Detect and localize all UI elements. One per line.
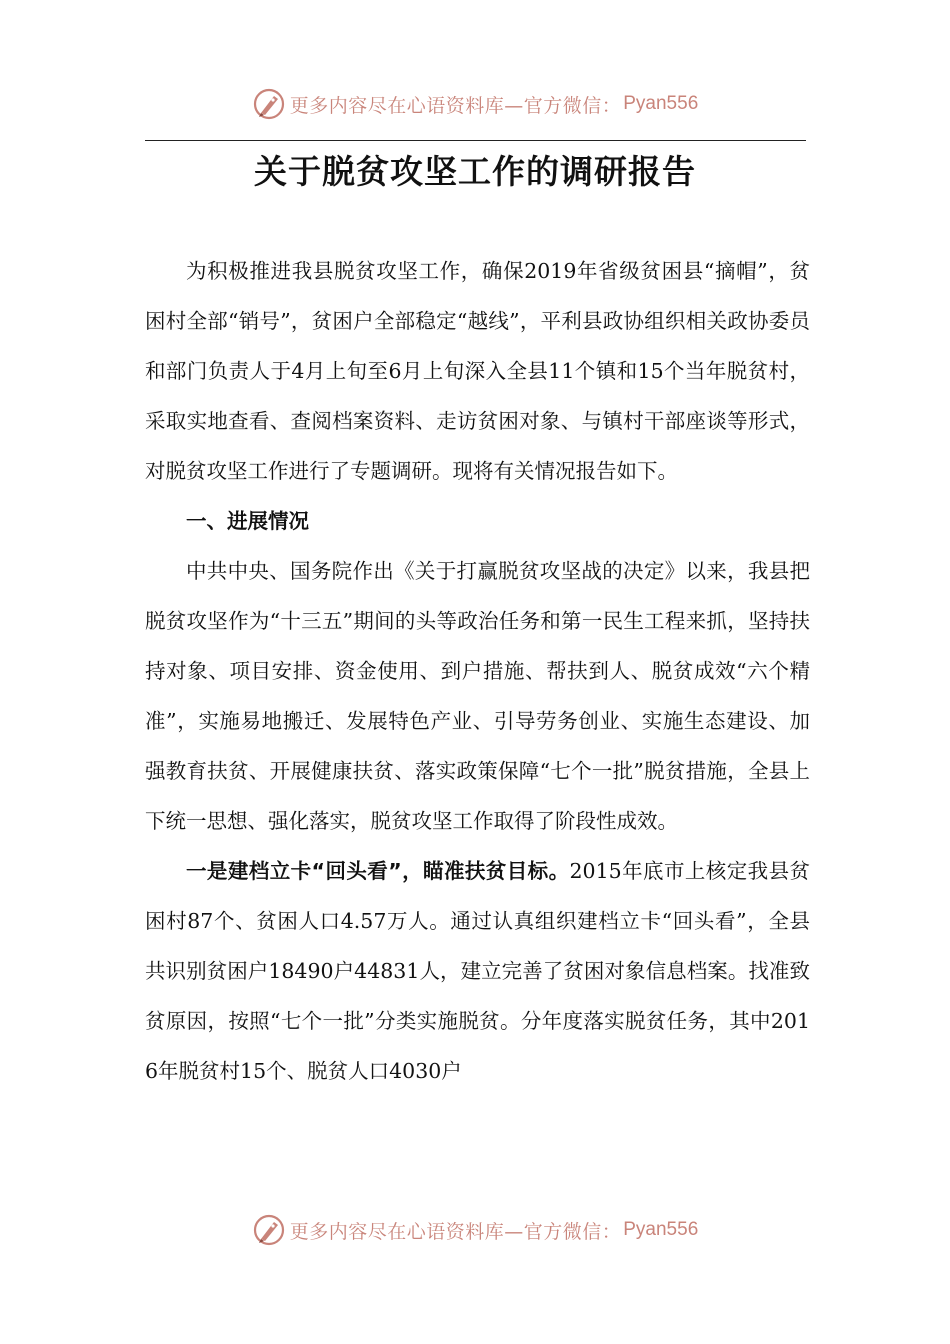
watermark-text: 更多内容尽在心语资料库—官方微信：	[289, 94, 622, 117]
section-paragraph: 中共中央、国务院作出《关于打赢脱贫攻坚战的决定》以来，我县把脱贫攻坚作为“十三五”期间的头等政治任务和第一民生工程来抓，坚持扶持对象、项目安排、资金使用、到户措施、帮扶到人、脱贫成效“六个精准”，实施易地搬迁、发展特色产业、引导劳务创业、实施生态建设、加强教育扶贫、开展健康扶贫、落实政策保障“七个一批”脱贫措施，全县上下统一思想、强化落实，脱贫攻坚工作取得了阶段性成效。	[145, 559, 810, 833]
watermark-banner-bottom	[0, 1210, 950, 1250]
pen-nib-circle-icon	[252, 87, 286, 121]
section-heading: 一、进展情况	[186, 509, 309, 533]
watermark-banner-top	[0, 84, 950, 124]
intro-paragraph: 为积极推进我县脱贫攻坚工作，确保2019年省级贫困县“摘帽”，贫困村全部“销号”，贫困户全部稳定“越线”，平利县政协组织相关政协委员和部门负责人于4月上旬至6月上旬深入全县11个镇和15个当年脱贫村，采取实地查看、查阅档案资料、走访贫困对象、与镇村干部座谈等形式，对脱贫攻坚工作进行了专题调研。现将有关情况报告如下。	[145, 259, 810, 483]
document-title: 关于脱贫攻坚工作的调研报告	[254, 152, 696, 191]
point-lead: 一是建档立卡“回头看”，瞄准扶贫目标。	[186, 859, 570, 883]
point-body: 2015年底市上核定我县贫困村87个、贫困人口4.57万人。通过认真组织建档立卡“回头看”，全县共识别贫困户18490户44831人，建立完善了贫困对象信息档案。找准致贫原因，按照“七个一批”分类实施脱贫。分年度落实脱贫任务，其中2016年脱贫村15个、脱贫人口4030户	[145, 859, 811, 1083]
point-paragraph	[145, 846, 810, 1096]
watermark-handle: Pyan556	[623, 93, 699, 114]
document-body	[145, 246, 810, 1096]
watermark-text: 更多内容尽在心语资料库—官方微信：	[289, 1220, 622, 1243]
watermark-handle: Pyan556	[623, 1219, 699, 1240]
pen-nib-circle-icon	[252, 1213, 286, 1247]
header-rule	[145, 140, 806, 141]
